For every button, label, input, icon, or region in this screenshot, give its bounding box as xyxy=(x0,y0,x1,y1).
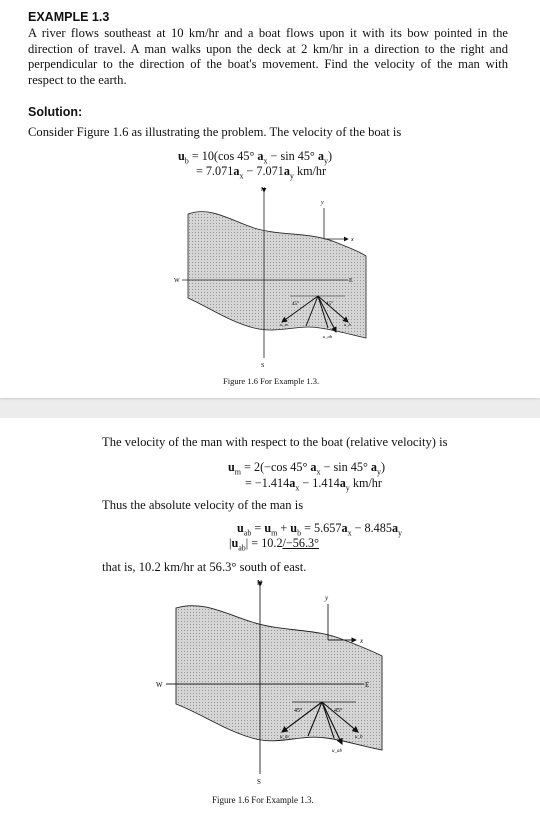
label-east: E xyxy=(365,681,370,689)
label-um: u_m xyxy=(280,735,289,740)
figure-caption-bottom: Figure 1.6 For Example 1.3. xyxy=(212,795,314,805)
equation-ub-line1: $u_b = 10(\cos$ 45° $a_x - \sin 45^\circ$ $a_y$) xyxy=(178,149,333,166)
equation-uab-line1: $u_{ab} = u_m + u_b = 5.657a_x - 8.485a_y$ xyxy=(237,521,403,538)
problem-text: A river flows southeast at 10 km/hr and a boat flows upon it with its bow pointed in the direction of travel. A man walks upon the deck at 2 km/hr in a direction to the right and perpendicular to the direction of the boat's movement. Find the velocity of the man with respect to the earth. xyxy=(28,26,508,87)
label-ub: u_b xyxy=(355,735,363,740)
solution-heading: Solution: xyxy=(28,105,83,119)
label-y: y xyxy=(321,200,324,206)
relative-velocity-text: The velocity of the man with respect to the boat (relative velocity) is xyxy=(102,435,448,449)
figure-caption-top: Figure 1.6 For Example 1.3. xyxy=(223,376,320,386)
label-south: S xyxy=(261,363,265,369)
river-band xyxy=(188,212,366,338)
label-um: u_m xyxy=(280,322,288,327)
figure-1-6-bottom xyxy=(150,578,390,788)
label-uab: u_ab xyxy=(323,334,332,339)
label-angle-right: 45° xyxy=(334,708,343,714)
equation-ub-line2: = $7.071a_x - 7.071a_y$ km/hr xyxy=(196,164,327,181)
label-x: x xyxy=(351,237,354,243)
label-north: N xyxy=(257,579,263,587)
label-west: W xyxy=(174,278,180,284)
absolute-velocity-text: Thus the absolute velocity of the man is xyxy=(102,498,304,512)
equation-um-line2: = $-1.414a_x - 1.414a_y$ km/hr xyxy=(245,476,382,493)
label-west: W xyxy=(156,681,163,689)
equation-um-line1: $u_m = 2(-\cos$ 45° $a_x - \sin 45^\circ$ $a_y$) xyxy=(228,460,386,477)
intro-text: Consider Figure 1.6 as illustrating the problem. The velocity of the boat is xyxy=(28,125,402,139)
label-east: E xyxy=(349,278,353,284)
label-north: N xyxy=(261,187,266,193)
label-angle-right: 45° xyxy=(326,302,333,307)
conclusion-text: that is, 10.2 km/hr at 56.3° south of east. xyxy=(102,560,307,574)
equation-uab-line2: $|u_{ab}| = 10.2/-56.3^\circ$ xyxy=(229,536,320,553)
example-card-bottom xyxy=(0,418,540,823)
label-south: S xyxy=(257,778,261,786)
label-y: y xyxy=(325,594,329,602)
example-title: EXAMPLE 1.3 xyxy=(28,10,110,24)
label-angle-left: 45° xyxy=(294,708,303,714)
example-card-top xyxy=(0,0,540,398)
river-band xyxy=(176,606,382,750)
label-angle-left: 45° xyxy=(292,302,299,307)
label-ub: u_b xyxy=(344,322,351,327)
label-uab: u_ab xyxy=(332,749,342,754)
label-x: x xyxy=(360,637,364,645)
figure-1-6-top xyxy=(170,186,370,376)
